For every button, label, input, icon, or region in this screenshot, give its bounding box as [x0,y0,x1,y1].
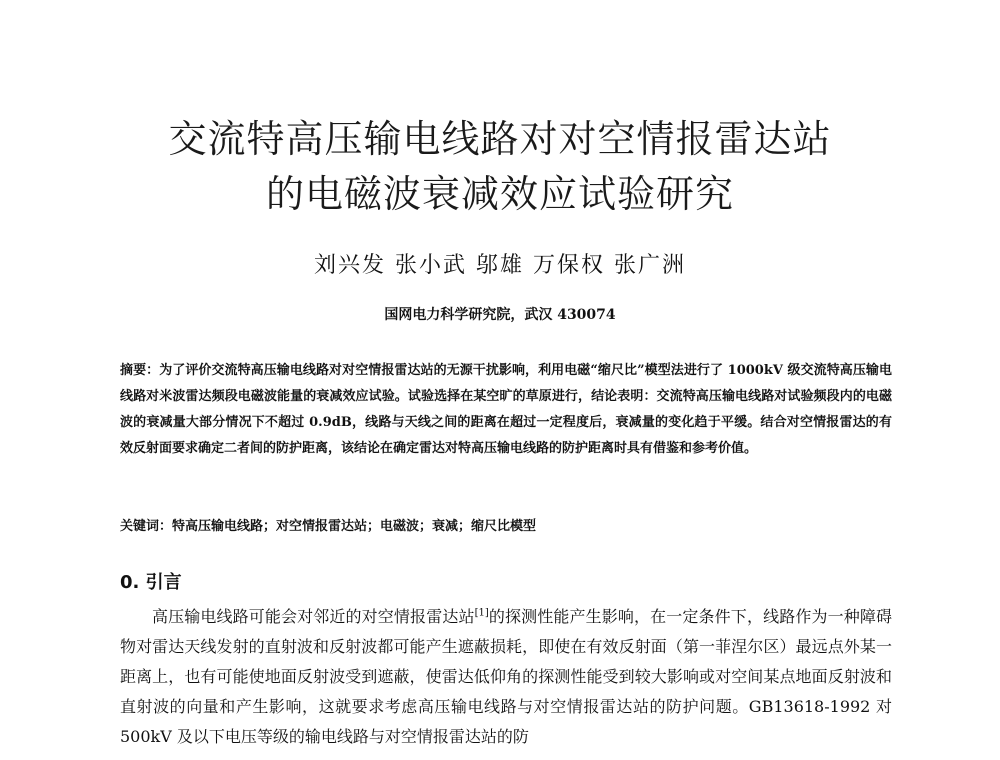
citation-ref: [1] [474,607,489,619]
abstract-text: 为了评价交流特高压输电线路对对空情报雷达站的无源干扰影响，利用电磁“缩尺比”模型法进行了 1000kV 级交流特高压输电线路对米波雷达频段电磁波能量的衰减效应试验。试验选择在某空旷的草原进行，结论表明：交流特高压输电线路对试验频段内的电磁波的衰减量大部分情况下不超过 0.9dB，线路与天线之间的距离在超过一定程度后，衰减量的变化趋于平缓。结合对空情报雷达的有效反射面要求确定二者间的防护距离，该结论在确定雷达对特高压输电线路的防护距离时具有借鉴和参考价值。 [120,363,892,456]
body-text-part-1: 高压输电线路可能会对邻近的对空情报雷达站 [152,607,475,626]
section-number: 0. [120,572,140,593]
body-text-part-2: 的探测性能产生影响，在一定条件下，线路作为一种障碍物对雷达天线发射的直射波和反射波都可能产生遮蔽损耗，即使在有效反射面（第一菲涅尔区）最远点外某一距离上，也有可能使地面反射波受到遮蔽，使雷达低仰角的探测性能受到较大影响或对空间某点地面反射波和直射波的向量和产生影响，这就要求考虑高压输电线路与对空情报雷达站的防护问题。GB13618-1992 对 500kV 及以下电压等级的输电线路与对空情报雷达站的防 [120,607,892,746]
keywords-text: 特高压输电线路；对空情报雷达站；电磁波；衰减；缩尺比模型 [172,519,537,534]
affiliation: 国网电力科学研究院，武汉 430074 [384,307,616,323]
abstract [120,358,892,462]
keywords [120,514,892,540]
section-title: 引言 [145,572,182,593]
abstract-label: 摘要： [120,363,160,378]
body-paragraph [120,602,892,752]
paper-title-line-2: 的电磁波衰减效应试验研究 [265,172,734,216]
keywords-label: 关键词： [120,519,173,534]
author-list: 刘兴发 张小武 邬雄 万保权 张广洲 [314,253,686,278]
section-heading [120,570,182,596]
paper-title-line-1: 交流特高压输电线路对对空情报雷达站 [168,117,832,161]
